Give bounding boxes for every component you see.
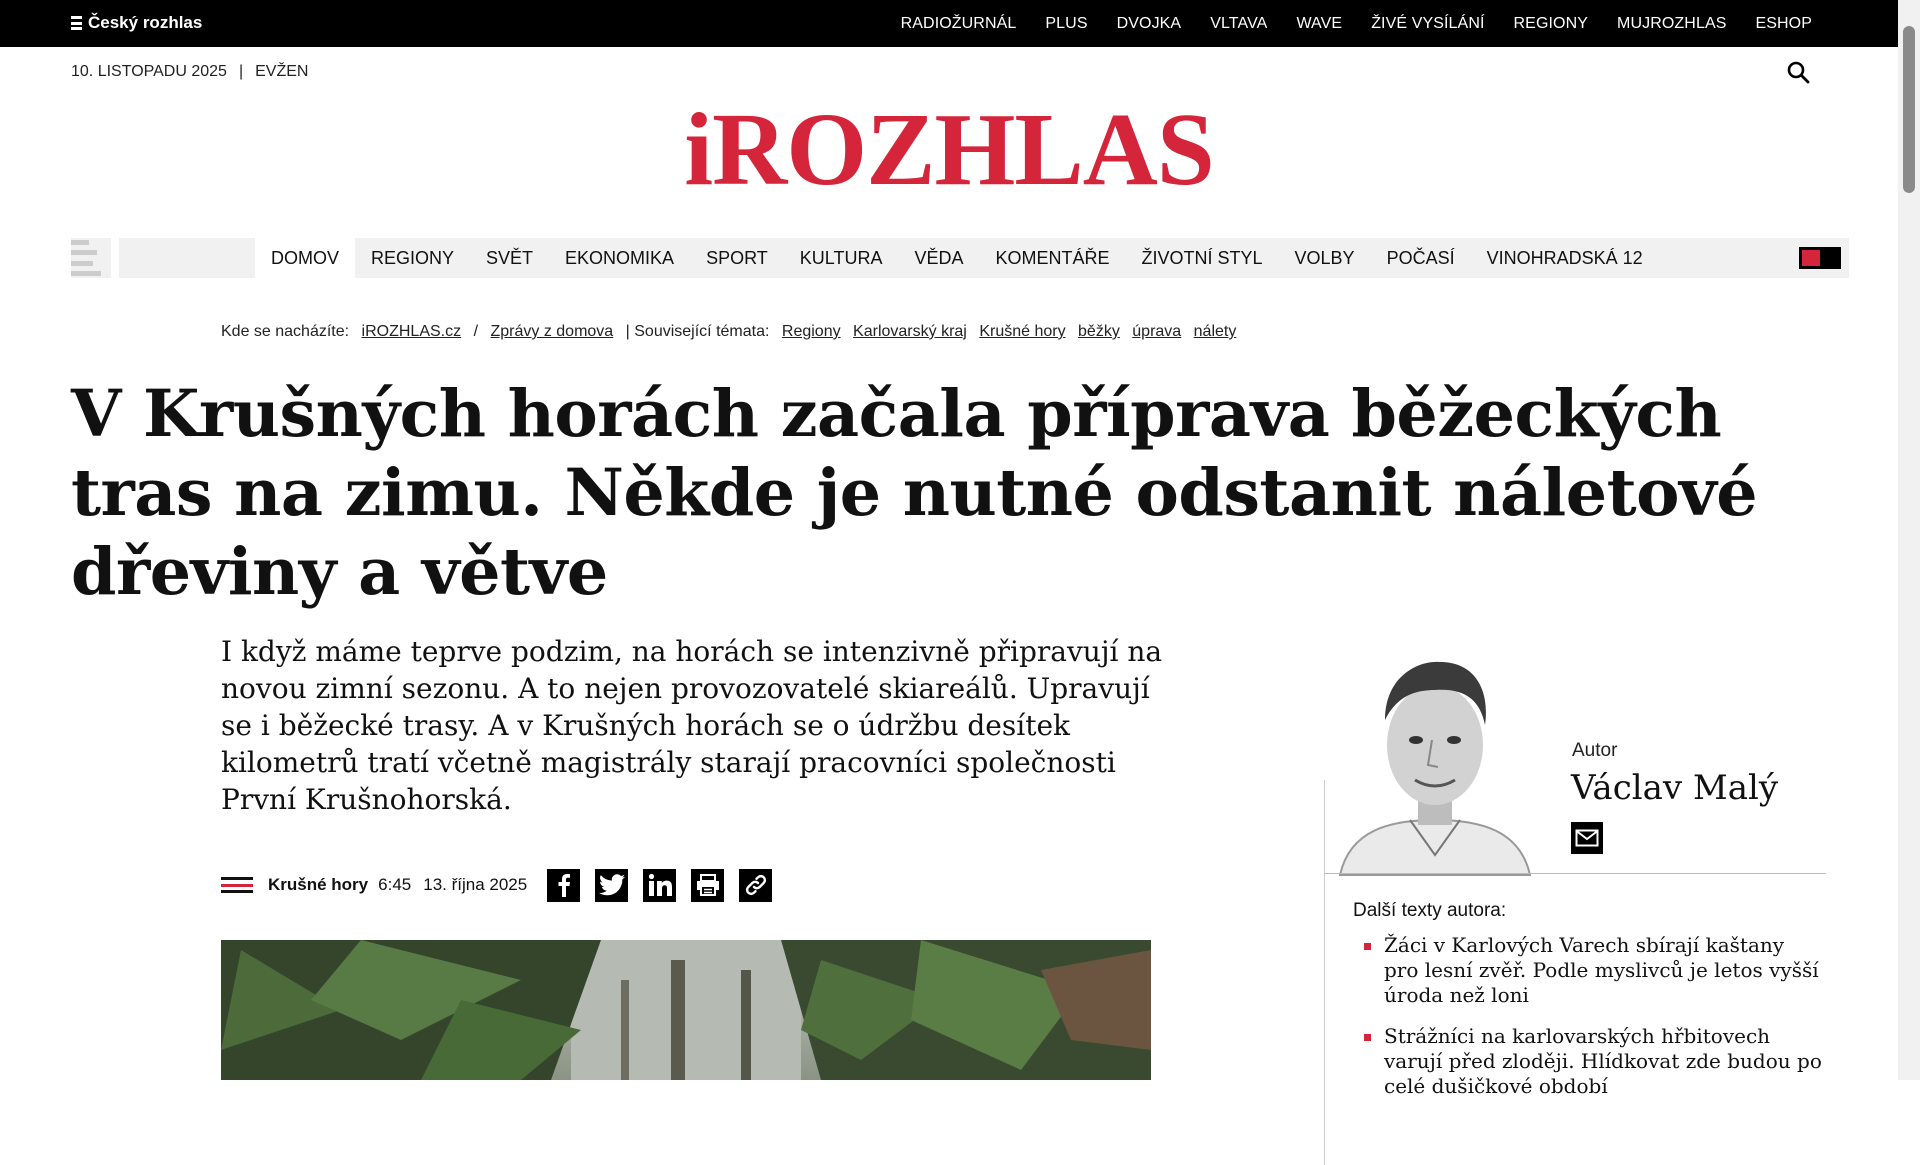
top-bar [0, 0, 1898, 47]
breadcrumb [221, 323, 1244, 341]
related-topics-label: | Související témata: [625, 323, 770, 340]
theme-toggle[interactable] [1799, 247, 1841, 269]
section-link-svet[interactable]: SVĚT [486, 248, 534, 268]
section-link-kultura[interactable]: KULTURA [799, 248, 883, 268]
section-link-ekonomika[interactable]: EKONOMIKA [565, 248, 675, 268]
forest-trail-image [221, 940, 1151, 1080]
nameday: EVŽEN [255, 63, 309, 80]
cesky-rozhlas-logo[interactable] [71, 13, 202, 33]
station-link-eshop[interactable]: ESHOP [1755, 14, 1812, 32]
cro-logo-icon [71, 16, 82, 30]
region-icon [221, 877, 253, 893]
toggle-knob [1802, 250, 1820, 266]
station-nav [901, 0, 1812, 47]
topic-link-nalety[interactable]: nálety [1193, 323, 1237, 340]
copy-link-button[interactable] [739, 869, 772, 902]
nav-divider [111, 238, 119, 278]
breadcrumb-label: Kde se nacházíte: [221, 323, 350, 340]
author-role: Autor [1572, 740, 1618, 761]
irozhlas-logo[interactable]: iROZHLAS [684, 92, 1214, 207]
author-articles-list [1364, 933, 1824, 1115]
section-link-domov[interactable]: DOMOV [255, 238, 355, 278]
author-article-link[interactable]: Strážníci na karlovarských hřbitovech varují před zloději. Hlídkovat zde budou po celé dušičkové období [1364, 1024, 1824, 1099]
breadcrumb-link-home[interactable]: iROZHLAS.cz [361, 323, 462, 340]
article-meta [221, 868, 772, 902]
station-link-dvojka[interactable]: DVOJKA [1116, 14, 1182, 32]
search-button[interactable] [1786, 60, 1812, 86]
section-link-veda[interactable]: VĚDA [914, 248, 964, 268]
linkedin-share-button[interactable] [643, 869, 676, 902]
date-separator: | [238, 63, 244, 80]
section-link-sport[interactable]: SPORT [706, 248, 768, 268]
page-scrollbar[interactable] [1898, 0, 1920, 1080]
author-divider-vertical [1324, 780, 1325, 1165]
station-link-plus[interactable]: PLUS [1045, 14, 1088, 32]
publish-time: 6:45 [378, 875, 412, 894]
section-nav-items [255, 238, 1659, 278]
share-buttons [547, 869, 772, 902]
link-icon [744, 873, 768, 897]
topic-link-karlovarsky-kraj[interactable]: Karlovarský kraj [853, 323, 967, 340]
search-icon [1786, 60, 1812, 86]
linkedin-icon [648, 873, 672, 897]
section-link-regiony[interactable]: REGIONY [371, 248, 455, 268]
author-portrait-image [1330, 640, 1540, 875]
section-link-vinohradska-12[interactable]: VINOHRADSKÁ 12 [1486, 248, 1643, 268]
topic-link-krusne-hory[interactable]: Krušné hory [979, 323, 1066, 340]
article-photo[interactable] [221, 940, 1151, 1080]
brand-label: Český rozhlas [88, 13, 203, 32]
print-icon [696, 874, 720, 896]
section-link-volby[interactable]: VOLBY [1294, 248, 1355, 268]
more-by-author-label: Další texty autora: [1353, 900, 1507, 921]
author-name[interactable]: Václav Malý [1571, 768, 1779, 808]
twitter-icon [599, 874, 625, 896]
article-perex: I když máme teprve podzim, na horách se intenzivně připravují na novou zimní sezonu. A to nejen provozovatelé skiareálů. Upravují se i běžecké trasy. A v Krušných horách se o údržbu desítek kilometrů tratí včetně magistrály starají pracovníci společnosti První Krušnohorská. [221, 635, 1163, 816]
breadcrumb-link-section[interactable]: Zprávy z domova [490, 323, 614, 340]
topic-link-regiony[interactable]: Regiony [781, 323, 841, 340]
author-divider [1324, 873, 1826, 874]
date-line [71, 63, 308, 81]
print-button[interactable] [691, 869, 724, 902]
station-link-radiozurnal[interactable]: RADIOŽURNÁL [900, 14, 1017, 32]
section-link-zivotni-styl[interactable]: ŽIVOTNÍ STYL [1141, 248, 1263, 268]
author-article-link[interactable]: Žáci v Karlových Varech sbírají kaštany pro lesní zvěř. Podle myslivců je letos vyšší úroda než loni [1364, 933, 1824, 1008]
section-nav [71, 238, 1849, 278]
station-link-regiony[interactable]: REGIONY [1513, 14, 1589, 32]
current-date: 10. LISTOPADU 2025 [71, 63, 227, 80]
twitter-share-button[interactable] [595, 869, 628, 902]
article-headline: V Krušných horách začala příprava běžeckých tras na zimu. Někde je nutné odstanit náletové dřeviny a větve [71, 376, 1758, 610]
breadcrumb-separator: / [473, 323, 479, 340]
station-link-vltava[interactable]: VLTAVA [1210, 14, 1268, 32]
region-link[interactable]: Krušné hory [268, 875, 369, 894]
topic-link-uprava[interactable]: úprava [1132, 323, 1182, 340]
author-email-button[interactable] [1571, 822, 1603, 854]
menu-icon[interactable] [71, 240, 101, 276]
facebook-share-button[interactable] [547, 869, 580, 902]
scrollbar-thumb[interactable] [1903, 26, 1915, 193]
mail-icon [1575, 829, 1599, 847]
station-link-live[interactable]: ŽIVÉ VYSÍLÁNÍ [1371, 14, 1485, 32]
section-link-pocasi[interactable]: POČASÍ [1386, 248, 1455, 268]
publish-date: 13. října 2025 [423, 875, 528, 894]
topic-link-bezky[interactable]: běžky [1078, 323, 1120, 340]
facebook-icon [554, 873, 574, 897]
station-link-mujrozhlas[interactable]: MUJROZHLAS [1617, 14, 1727, 32]
section-link-komentare[interactable]: KOMENTÁŘE [995, 248, 1110, 268]
author-photo[interactable] [1330, 640, 1540, 875]
station-link-wave[interactable]: WAVE [1296, 14, 1343, 32]
